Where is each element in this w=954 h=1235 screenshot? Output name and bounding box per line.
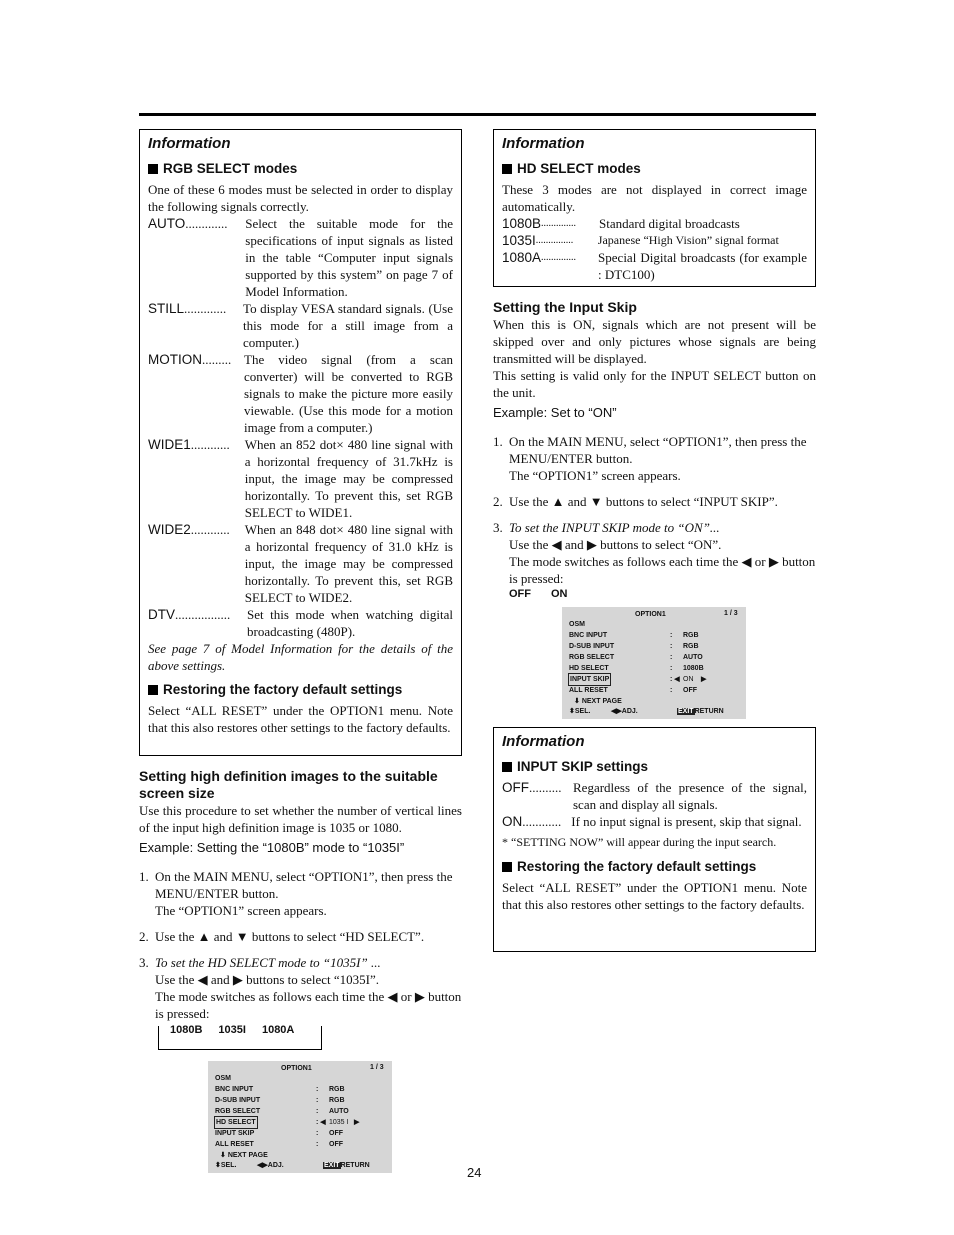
list-item: AUTO ............. Select the suitable mode for the specifications of input signals as listed in the table “Computer input signals supported by this system” on page 7 of Model Information.	[148, 216, 453, 299]
down-arrow-icon: ⬇	[220, 1152, 226, 1159]
section-title: Setting high definition images to the suitable screen size	[139, 768, 438, 801]
input-skip-section	[493, 299, 816, 596]
mode-term: WIDE2	[148, 522, 191, 537]
mode-desc: When an 852 dot× 480 line signal with a horizontal frequency of 31.7kHz is input, the image may be compressed horizontally. To prevent this, set RGB SELECT to WIDE1.	[244, 437, 453, 520]
square-bullet-icon	[502, 164, 512, 174]
mode-desc: Set this mode when watching digital broadcasting (480P).	[247, 607, 453, 639]
list-item: OFF .......... Regardless of the presence of the signal, scan and display all signals.	[502, 780, 807, 812]
square-bullet-icon	[148, 685, 158, 695]
osm-title: OPTION1	[281, 1065, 312, 1072]
osm-page: 1 / 3	[370, 1064, 384, 1071]
mode-term: STILL	[148, 301, 185, 316]
input-skip-heading: INPUT SKIP settings	[502, 758, 807, 775]
mode-desc: The video signal (from a scan converter) will be converted to RGB signals to make the picture more easily viewable. (Use this mode for a motion image from a computer.)	[244, 352, 453, 435]
osm-page: 1 / 3	[724, 610, 738, 617]
list-item: WIDE1 ............ When an 852 dot× 480 line signal with a horizontal frequency of 31.7kHz is input, the image may be compressed horizontally. To prevent this, set RGB SELECT to WIDE1.	[148, 437, 453, 520]
leftright-icon: ◀▶	[257, 1162, 268, 1169]
list-item: 2. Use the ▲ and ▼ buttons to select “HD SELECT”.	[139, 929, 425, 944]
hd-select-heading: HD SELECT modes	[502, 160, 807, 177]
list-item: 2. Use the ▲ and ▼ buttons to select “INPUT SKIP”.	[493, 494, 778, 509]
mode-desc: When an 848 dot× 480 line signal with a horizontal frequency of 31.0 kHz is input, the image may be compressed horizontally. To prevent this, set RGB SELECT to WIDE2.	[244, 522, 453, 605]
updown-icon: ⬍	[569, 708, 575, 715]
leftright-icon: ◀▶	[611, 708, 622, 715]
mode-term: DTV	[148, 607, 175, 622]
square-bullet-icon	[148, 164, 158, 174]
example-label: Example: Setting the “1080B” mode to “1035I”	[139, 840, 405, 855]
top-rule	[139, 113, 816, 116]
hd-section	[139, 768, 462, 1031]
list-item: WIDE2 ............ When an 848 dot× 480 line signal with a horizontal frequency of 31.0 kHz is input, the image may be compressed horizontally. To prevent this, set RGB SELECT to WIDE2.	[148, 522, 453, 605]
list-item: DTV ................. Set this mode when watching digital broadcasting (480P).	[148, 607, 453, 639]
info-title: Information	[502, 135, 585, 152]
list-item: 3. To set the HD SELECT mode to “1035I” ... Use the ◀ and ▶ buttons to select “1035I”. The mode switches as follows each time the ◀ or ▶ button is pressed:	[139, 955, 462, 1021]
section-intro: When this is ON, signals which are not present will be skipped over and only pictures whose signals are being transmitted will be displayed.	[493, 317, 816, 366]
osm-screen-skip: OPTION1 1 / 3 OSM BNC INPUT : RGB D-SUB INPUT : RGB RGB SELECT : AUTO HD SELECT : 1080B INPUT SKIP : ◀ ON ▶ ALL RESET : OFF ⬇ NEXT PAGE ⬍SEL. ◀▶ADJ. EXITRETURN	[562, 607, 746, 719]
setting-note: * “SETTING NOW” will appear during the input search.	[502, 835, 777, 849]
list-item: 3. To set the INPUT SKIP mode to “ON”... Use the ◀ and ▶ buttons to select “ON”. The mode switches as follows each time the ◀ or ▶ button is pressed:	[493, 520, 816, 586]
mode-cycle-skip: OFF ON	[509, 588, 568, 600]
steps-list	[493, 433, 816, 587]
list-item: 1080B .............. Standard digital broadcasts	[502, 216, 740, 231]
info-box-input-skip	[493, 727, 816, 952]
info-box-rgb-select	[139, 129, 462, 756]
osm-selected-row: HD SELECT	[214, 1116, 258, 1129]
mode-term: MOTION	[148, 352, 202, 367]
info-box-hd-select	[493, 129, 816, 287]
osm-heading: OSM	[215, 1075, 231, 1082]
exit-key: EXIT	[678, 708, 694, 715]
mode-cycle-hd: 1080B 1035I 1080A	[170, 1024, 295, 1036]
mode-desc: To display VESA standard signals. (Use this mode for a still image from a computer.)	[243, 301, 453, 350]
info-title: Information	[148, 135, 231, 152]
square-bullet-icon	[502, 762, 512, 772]
example-label: Example: Set to “ON”	[493, 405, 617, 420]
rgb-mode-list	[148, 215, 453, 640]
osm-heading: OSM	[569, 621, 585, 628]
updown-icon: ⬍	[215, 1162, 221, 1169]
exit-key: EXIT	[324, 1162, 340, 1169]
hd-intro: These 3 modes are not displayed in correct image automatically.	[502, 182, 807, 214]
restore-heading: Restoring the factory default settings	[502, 858, 807, 875]
mode-term: WIDE1	[148, 437, 191, 452]
restore-text: Select “ALL RESET” under the OPTION1 menu. Note that this also restores other settings to the factory defaults.	[502, 880, 807, 912]
cycle-bracket	[158, 1026, 322, 1050]
osm-selected-row: INPUT SKIP	[568, 673, 611, 686]
section-note: This setting is valid only for the INPUT SELECT button on the unit.	[493, 368, 816, 400]
info-title: Information	[502, 733, 585, 750]
list-item: 1. On the MAIN MENU, select “OPTION1”, then press the MENU/ENTER button. The “OPTION1” screen appears.	[139, 869, 453, 918]
osm-title: OPTION1	[635, 611, 666, 618]
section-title: Setting the Input Skip	[493, 299, 637, 315]
page-number: 24	[467, 1165, 482, 1180]
list-item: ON ............ If no input signal is present, skip that signal.	[502, 814, 802, 829]
osm-screen-hd: OPTION1 1 / 3 OSM BNC INPUT : RGB D-SUB INPUT : RGB RGB SELECT : AUTO HD SELECT : ◀ 1035 I ▶ INPUT SKIP : OFF ALL RESET : OFF ⬇ NEXT PAGE ⬍SEL. ◀▶ADJ. EXITRETURN	[208, 1061, 392, 1173]
list-item: 1080A .............. Special Digital broadcasts (for example : DTC100)	[502, 250, 807, 282]
list-item: 1035I ............... Japanese “High Vision” signal format	[502, 233, 779, 248]
list-item: MOTION ......... The video signal (from a scan converter) will be converted to RGB signals to make the picture more easily viewable. (Use this mode for a motion image from a computer.)	[148, 352, 453, 435]
restore-heading: Restoring the factory default settings	[148, 681, 453, 698]
steps-list	[139, 868, 462, 1022]
section-intro: Use this procedure to set whether the number of vertical lines of the input high definition image is 1035 or 1080.	[139, 803, 462, 835]
down-arrow-icon: ⬇	[574, 698, 580, 705]
see-note: See page 7 of Model Information for the details of the above settings.	[148, 641, 453, 673]
rgb-select-heading: RGB SELECT modes	[148, 160, 453, 177]
list-item: STILL ............. To display VESA standard signals. (Use this mode for a still image from a computer.)	[148, 301, 453, 350]
mode-term: AUTO	[148, 216, 186, 231]
mode-desc: Select the suitable mode for the specifications of input signals as listed in the table “Computer input signals supported by this system” on page 7 of Model Information.	[245, 216, 453, 299]
restore-text: Select “ALL RESET” under the OPTION1 menu. Note that this also restores other settings to the factory defaults.	[148, 703, 453, 735]
square-bullet-icon	[502, 862, 512, 872]
rgb-intro: One of these 6 modes must be selected in order to display the following signals correctly.	[148, 182, 453, 214]
list-item: 1. On the MAIN MENU, select “OPTION1”, then press the MENU/ENTER button. The “OPTION1” screen appears.	[493, 434, 807, 483]
